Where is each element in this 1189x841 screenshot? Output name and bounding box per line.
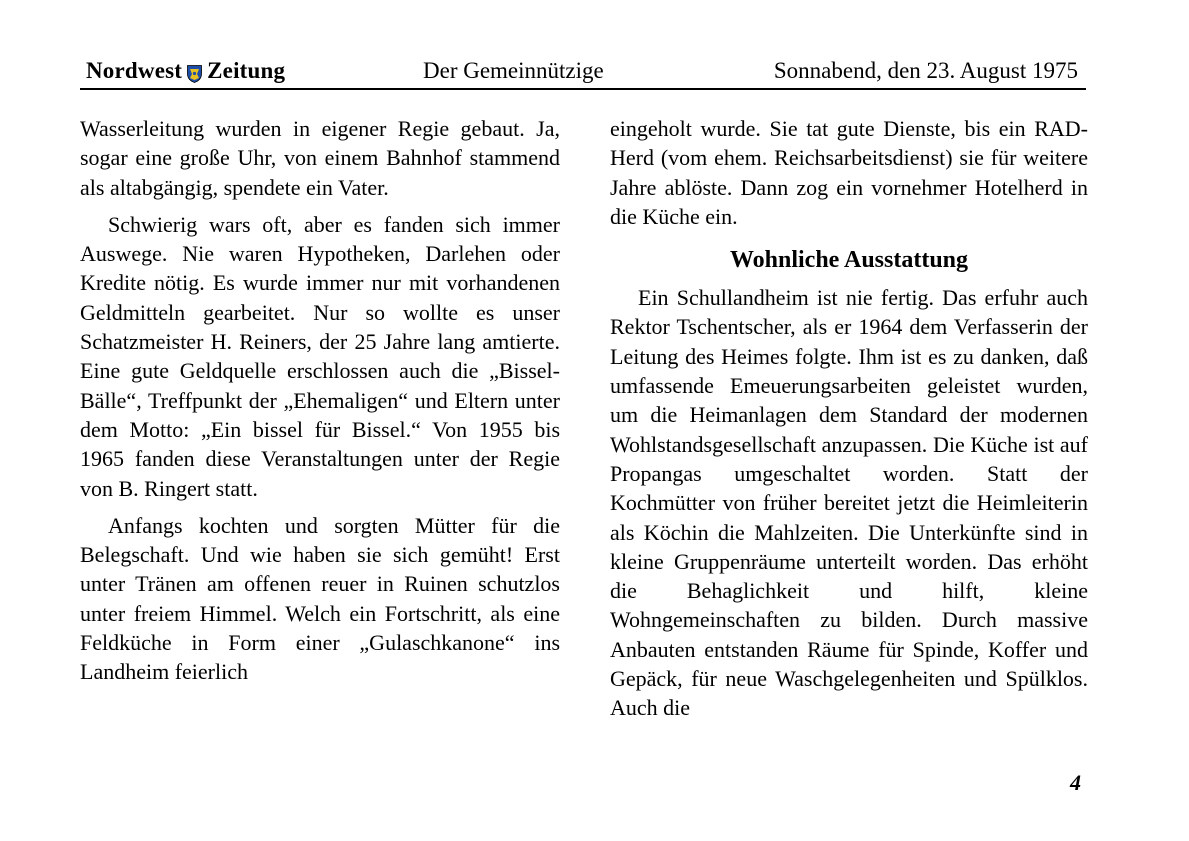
newspaper-name-part2: Zeitung bbox=[207, 58, 286, 83]
right-paragraph-1: eingeholt wurde. Sie tat gute Dienste, bis ein RAD-Herd (vom ehem. Reichsarbeitsdienst) sie für weitere Jahre ablöste. Dann zog ein vornehmer Hotelherd in die Küche ein. bbox=[610, 116, 1088, 229]
section-title: Der Gemeinnützige bbox=[423, 58, 604, 83]
left-paragraph-2: Schwierig wars oft, aber es fanden sich immer Auswege. Nie waren Hypotheken, Darlehen oder Kredite nötig. Es wurde immer nur mit vorhandenen Geldmitteln gearbeitet. Nur so wollte es unser Schatzmeister H. Reiners, der 25 Jahre lang amtierte. Eine gute Geldquelle erschlossen auch die „Bissel-Bälle“, Treffpunkt der „Ehemaligen“ und Eltern unter dem Motto: „Ein bissel für Bissel.“ Von 1955 bis 1965 fanden diese Veranstaltungen unter der Regie von B. Ringert statt. bbox=[80, 211, 560, 501]
coat-of-arms-icon bbox=[187, 63, 202, 81]
section-heading: Wohnliche Ausstattung bbox=[729, 247, 969, 274]
left-paragraph-1: Wasserleitung wurden in eigener Regie gebaut. Ja, sogar eine große Uhr, von einem Bahnhof stammend als altabgängig, spendete ein Vater. bbox=[80, 116, 560, 200]
left-column bbox=[80, 114, 560, 687]
left-paragraph-3: Anfangs kochten und sorgten Mütter für die Belegschaft. Und wie haben sie sich gemüht! Erst unter Tränen am offenen reuer in Ruinen schutzlos unter freiem Himmel. Welch ein Fortschritt, als eine Feldküche in Form einer „Gulaschkanone“ ins Landheim feierlich bbox=[80, 512, 560, 685]
masthead bbox=[80, 56, 1086, 90]
right-column bbox=[610, 114, 1088, 723]
newspaper-name-part1: Nordwest bbox=[86, 58, 183, 83]
page-number: 4 bbox=[1070, 770, 1081, 795]
newspaper-name bbox=[86, 58, 285, 84]
right-paragraph-2: Ein Schullandheim ist nie fertig. Das erfuhr auch Rektor Tschentscher, als er 1964 dem Verfasserin der Leitung des Heimes folgte. Ihm ist es zu danken, daß umfassende Emeuerungsarbeiten geleistet wurden, um die Heimanlagen dem Standard der modernen Wohlstandsgesellschaft anzupassen. Die Küche ist auf Propangas umgeschaltet worden. Statt der Kochmütter von früher bereitet jetzt die Heimleiterin als Köchin die Mahlzeiten. Die Unterkünfte sind in kleine Gruppenräume unterteilt worden. Das erhöht die Behaglichkeit und hilft, kleine Wohngemeinschaften zu bilden. Durch massive Anbauten entstanden Räume für Spinde, Koffer und Gepäck, für neue Waschgelegenheiten und Spülklos. Auch die bbox=[610, 285, 1088, 721]
issue-date: Sonnabend, den 23. August 1975 bbox=[773, 58, 1078, 83]
